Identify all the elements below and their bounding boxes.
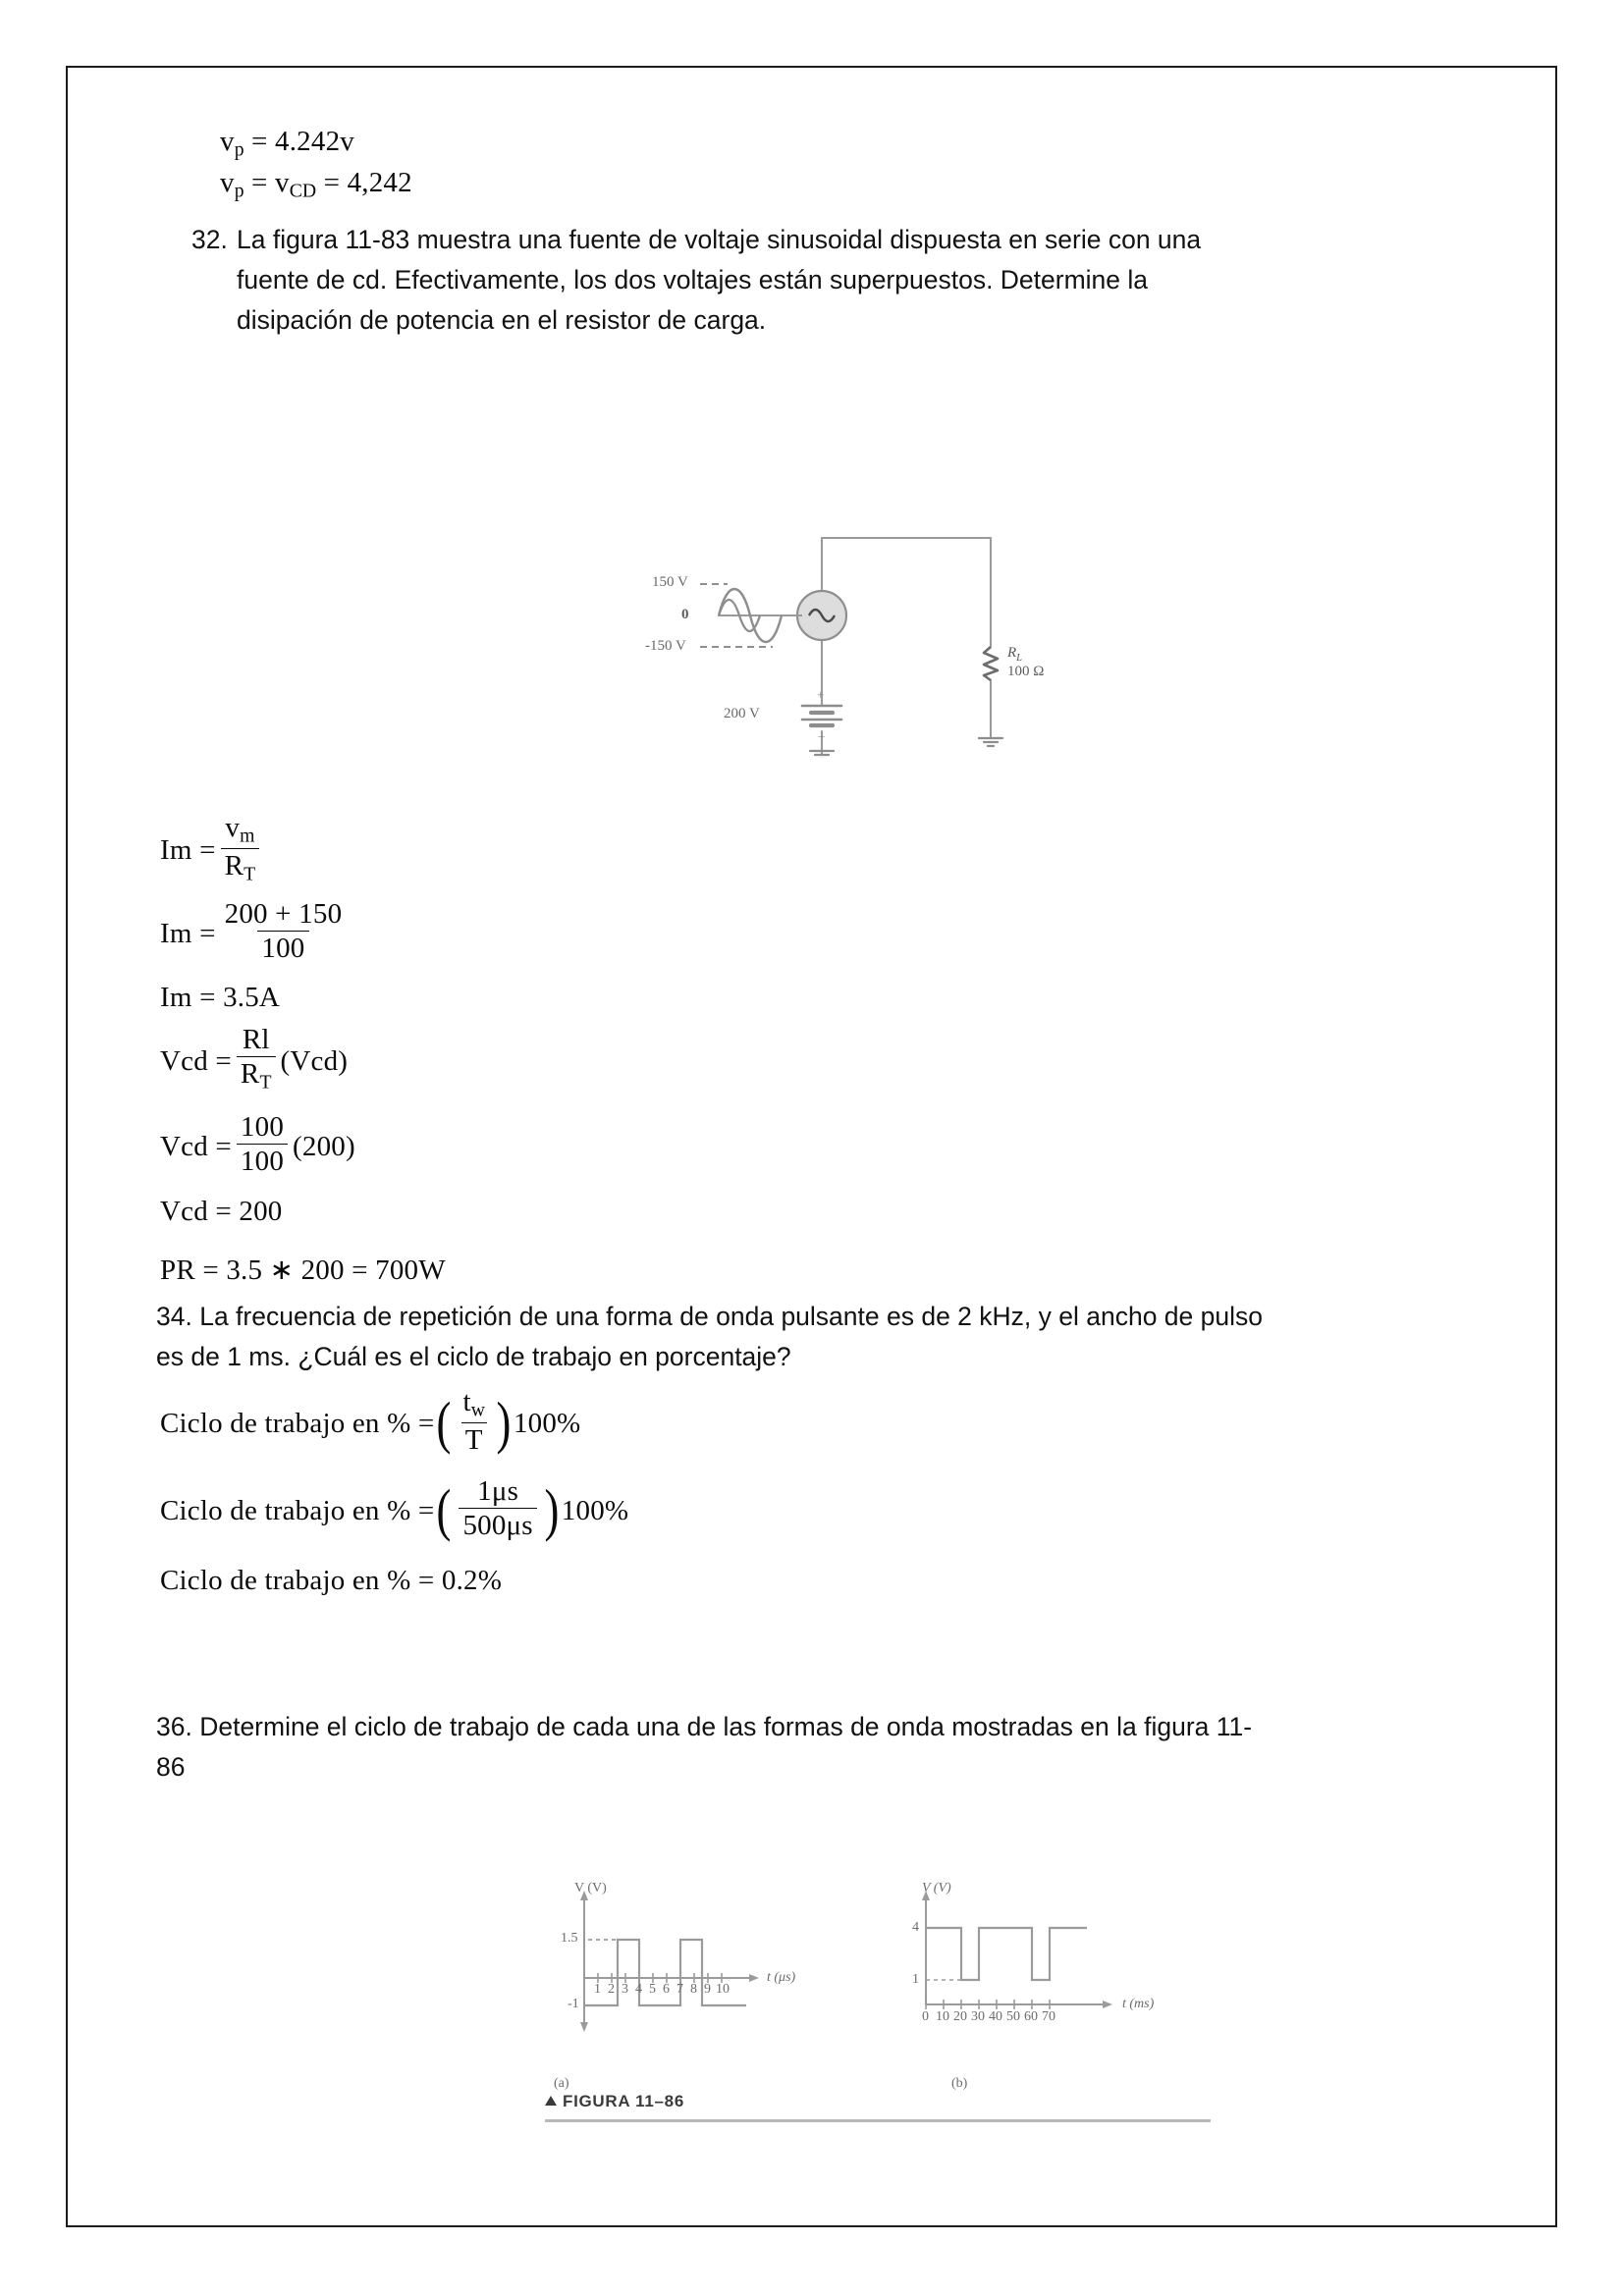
eq-duty-1-fraction — [459, 1387, 489, 1456]
equation-im-1 — [160, 812, 264, 887]
equation-duty-3: Ciclo de trabajo en % = 0.2% — [160, 1565, 503, 1596]
eq-duty-1-num-sub: w — [470, 1399, 485, 1421]
page-frame — [66, 66, 1557, 2227]
problem-32-number: 32. — [191, 225, 228, 254]
eq-duty-1-lhs: Ciclo de trabajo en % = — [160, 1407, 435, 1439]
equation-vcd-2 — [160, 1111, 355, 1180]
eq-im-2-lhs: Im = — [160, 917, 216, 949]
vp-2-sub-1: p — [234, 180, 244, 202]
eq-vcd-1-tail: (Vcd) — [280, 1044, 349, 1077]
equation-duty-1 — [160, 1386, 581, 1458]
waveform-a-ytick-2: -1 — [568, 1997, 579, 2011]
waveform-b-x-arrow — [1103, 2001, 1112, 2008]
eq-duty-2-numerator: 1μs — [477, 1475, 519, 1507]
problem-36-line-2: 86 — [156, 1752, 186, 1782]
waveform-a-xtick-4: 4 — [635, 1982, 642, 1997]
eq-duty-1-denominator: T — [461, 1422, 487, 1456]
problem-32-line-3: disipación de potencia en el resistor de carga. — [237, 305, 767, 335]
eq-duty-2-paren-open: ( — [436, 1476, 452, 1542]
waveform-a-y-arrow-down — [580, 2022, 588, 2032]
caption-triangle-icon — [545, 2096, 557, 2106]
eq-im-1-numerator: $v_m$ — [225, 812, 255, 847]
equation-im-2 — [160, 898, 351, 967]
eq-duty-2-lhs: Ciclo de trabajo en % = — [160, 1494, 435, 1526]
problem-32 — [191, 220, 1271, 341]
waveform-a-group — [580, 1891, 759, 2032]
eq-vcd-1-fraction — [237, 1025, 276, 1094]
waveform-a-xtick-2: 2 — [608, 1982, 615, 1997]
eq-vcd-1-lhs: Vcd = — [160, 1044, 232, 1077]
resistor-label-sub: L — [1016, 653, 1023, 664]
figure-caption-text: FIGURA 11–86 — [563, 2092, 684, 2110]
waveform-b-xtick-2: 10 — [936, 2009, 949, 2024]
waveform-b-xtick-5: 40 — [989, 2009, 1002, 2024]
eq-im-1-denominator: $R_T$ — [221, 848, 260, 885]
eq-vcd-1-denominator: $R_T$ — [237, 1056, 276, 1094]
eq-duty-2-paren-close: ) — [544, 1476, 560, 1542]
sine-inset — [700, 584, 802, 647]
equation-im-3: Im = 3.5A — [160, 982, 281, 1013]
dc-battery-symbol — [802, 706, 841, 725]
eq-duty-1-tail: 100% — [513, 1407, 581, 1439]
figure-11-86 — [537, 1879, 1264, 2080]
eq-duty-1-paren-close: ) — [496, 1389, 512, 1455]
vp-2-sub-2: CD — [289, 180, 317, 202]
eq-im-2-numerator: 200 + 150 — [224, 898, 343, 930]
figure-11-83-circuit — [645, 498, 1128, 758]
waveform-a-xtick-1: 1 — [594, 1982, 601, 1997]
waveform-b-xtick-3: 20 — [953, 2009, 967, 2024]
equation-vcd-1 — [160, 1024, 349, 1095]
dc-polarity-minus: − — [818, 729, 826, 744]
sine-label-top: 150 V — [652, 574, 688, 590]
vp-2-rhs: 4,242 — [347, 167, 412, 198]
resistor-symbol — [984, 647, 998, 680]
waveform-b-ytick-1: 4 — [912, 1920, 919, 1935]
waveform-a-x-arrow — [749, 1974, 759, 1982]
eq-im-1-fraction — [221, 813, 260, 885]
sine-label-mid: 0 — [681, 607, 689, 622]
eq-duty-2-fraction — [459, 1476, 536, 1542]
figure-caption — [545, 2092, 684, 2111]
problem-36 — [156, 1707, 1491, 1788]
eq-duty-1-paren-open: ( — [436, 1389, 452, 1455]
sine-label-bottom: -150 V — [645, 638, 686, 654]
eq-duty-2-denominator: 500μs — [459, 1508, 536, 1541]
equation-duty-2 — [160, 1475, 629, 1544]
waveform-a-xtick-6: 6 — [663, 1982, 670, 1997]
waveform-b-ylabel: V (V) — [922, 1881, 951, 1896]
eq-vcd-2-numerator: 100 — [240, 1111, 285, 1143]
eq-vcd-2-lhs: Vcd = — [160, 1130, 232, 1162]
eq-vcd-2-fraction — [237, 1112, 288, 1178]
eq-vcd-2-denominator: 100 — [237, 1144, 288, 1177]
resistor-label — [1007, 645, 1022, 664]
equation-vcd-3: Vcd = 200 — [160, 1196, 283, 1227]
eq-vcd-2-tail: (200) — [293, 1130, 355, 1162]
waveform-b-ytick-2: 1 — [912, 1972, 919, 1987]
figure-sublabel-b: (b) — [951, 2076, 968, 2091]
dc-polarity-plus: + — [817, 687, 825, 702]
problem-32-line-2: fuente de cd. Efectivamente, los dos voltajes están superpuestos. Determine la — [237, 265, 1149, 294]
eq-im-2-denominator: 100 — [257, 931, 308, 964]
eq-im-2-fraction — [221, 899, 347, 965]
dc-source-label: 200 V — [724, 706, 760, 721]
eq-im-1-num-sub: m — [240, 825, 255, 847]
ground-symbol-left — [810, 751, 834, 758]
eq-im-1-lhs: Im = — [160, 834, 216, 867]
waveform-a-xtick-5: 5 — [649, 1982, 656, 1997]
resistor-value: 100 Ω — [1007, 664, 1045, 679]
waveform-a-xtick-9: 9 — [704, 1982, 711, 1997]
vp-1-sub: p — [234, 138, 244, 161]
waveform-a-xtick-8: 8 — [690, 1982, 697, 1997]
waveform-a-ytick-1: 1.5 — [561, 1931, 578, 1946]
figure-caption-rule — [545, 2119, 1211, 2122]
vp-1-lhs: $v_p$ — [220, 126, 244, 161]
eq-vcd-1-den-sub: T — [259, 1071, 272, 1094]
waveform-b-trace — [926, 1928, 1087, 1980]
eq-duty-2-tail: 100% — [561, 1494, 629, 1526]
problem-36-line-1: 36. Determine el ciclo de trabajo de cada una de las formas de onda mostradas en la figura 11- — [156, 1712, 1253, 1741]
figure-sublabel-a: (a) — [554, 2076, 569, 2091]
waveform-b-xtick-6: 50 — [1006, 2009, 1020, 2024]
vp-1-rhs: 4.242v — [275, 126, 354, 157]
waveform-a-ylabel: V (V) — [574, 1881, 607, 1896]
waveform-b-xlabel: t (ms) — [1122, 1997, 1155, 2011]
eq-duty-1-numerator: $t_w$ — [462, 1386, 485, 1421]
ground-symbol-right — [979, 738, 1002, 746]
problem-34 — [156, 1297, 1482, 1377]
eq-im-1-den-sub: T — [243, 863, 256, 885]
waveform-a-xlabel: t (μs) — [767, 1970, 796, 1985]
resistor-label-name: R — [1007, 645, 1017, 661]
waveform-a-xtick-7: 7 — [676, 1982, 683, 1997]
equation-vp-2: $v_p = v_{CD} = 4,242$ — [220, 167, 412, 202]
waveform-a-xtick-3: 3 — [622, 1982, 628, 1997]
problem-34-line-1: 34. La frecuencia de repetición de una forma de onda pulsante es de 2 kHz, y el ancho de pulso — [156, 1302, 1264, 1331]
waveform-b-xtick-8: 70 — [1042, 2009, 1055, 2024]
waveforms-svg — [537, 1879, 1264, 2080]
equation-vp-1: $v_p = 4.242v$ — [220, 126, 354, 161]
eq-vcd-1-numerator: Rl — [242, 1024, 270, 1055]
problem-32-line-1: La figura 11-83 muestra una fuente de voltaje sinusoidal dispuesta en serie con una — [237, 225, 1202, 254]
waveform-a-xtick-10: 10 — [716, 1982, 730, 1997]
waveform-b-group — [922, 1891, 1112, 2009]
waveform-b-xtick-1: 0 — [922, 2009, 929, 2024]
waveform-b-xtick-4: 30 — [971, 2009, 985, 2024]
equation-pr: PR = 3.5 ∗ 200 = 700W — [160, 1255, 446, 1286]
problem-34-line-2: es de 1 ms. ¿Cuál es el ciclo de trabajo en porcentaje? — [156, 1342, 791, 1371]
page-content — [68, 68, 1555, 2225]
waveform-b-xtick-7: 60 — [1024, 2009, 1038, 2024]
